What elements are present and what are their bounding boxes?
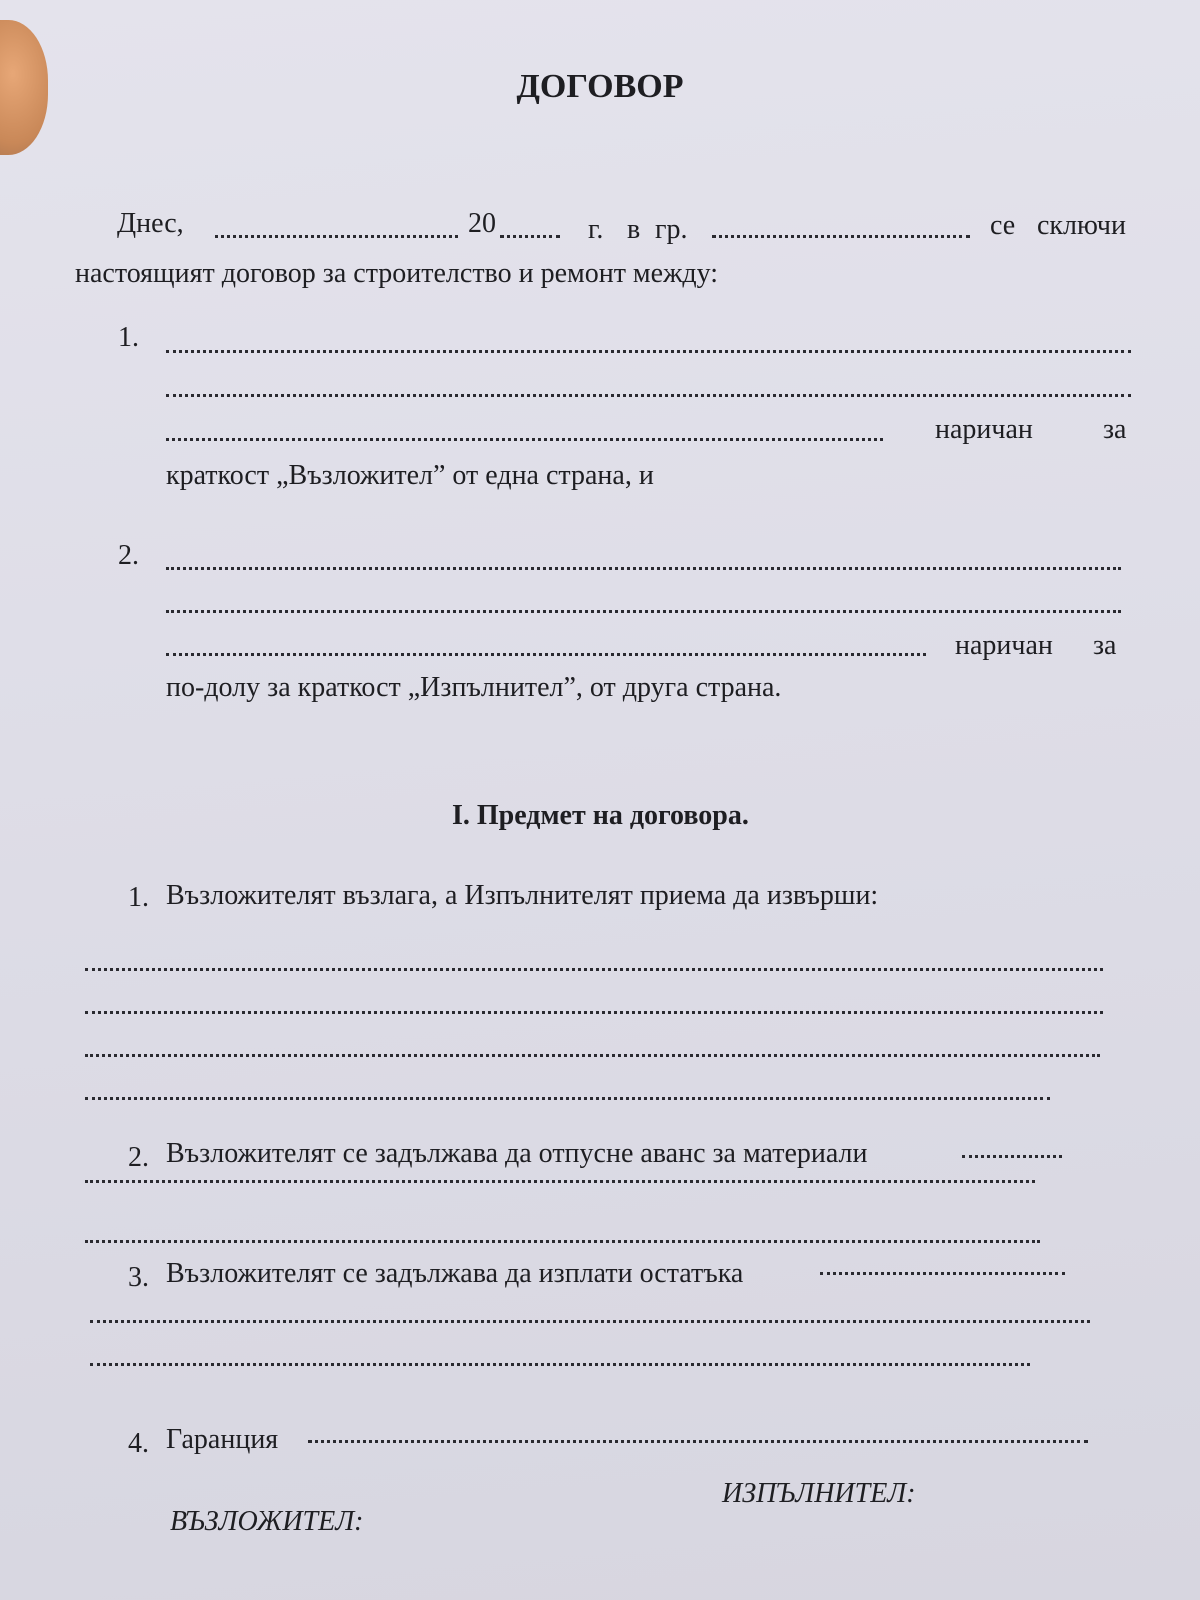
item2-text: Възложителят се задължава да отпусне аванс за материали <box>166 1138 868 1169</box>
intro-word-concluded: сключи <box>1037 210 1126 241</box>
year-blank[interactable] <box>500 235 560 238</box>
signature-contractor-label: ИЗПЪЛНИТЕЛ: <box>722 1478 916 1509</box>
item2-blank-line-2[interactable] <box>85 1240 1040 1243</box>
date-blank[interactable] <box>215 235 458 238</box>
party1-called-word: наричан <box>935 414 1033 445</box>
party2-blank-line-1[interactable] <box>166 567 1121 570</box>
intro-word-se: се <box>990 210 1016 241</box>
item2-blank-line-1[interactable] <box>85 1180 1035 1183</box>
document-title: ДОГОВОР <box>516 68 684 105</box>
party2-blank-line-2[interactable] <box>166 610 1121 613</box>
item2-inline-blank[interactable] <box>962 1155 1062 1158</box>
intro-word-year: г. <box>588 214 604 245</box>
party1-blank-line-3[interactable] <box>166 438 883 441</box>
guarantee-blank[interactable] <box>308 1440 1088 1443</box>
party2-blank-line-3[interactable] <box>166 653 926 656</box>
party1-role-line: краткост „Възложител” от една страна, и <box>166 460 654 491</box>
item3-inline-blank[interactable] <box>820 1272 1065 1275</box>
item1-blank-line-3[interactable] <box>85 1054 1100 1057</box>
intro-word-today: Днес, <box>117 208 184 239</box>
item3-blank-line-2[interactable] <box>90 1363 1030 1366</box>
item1-number: 1. <box>128 882 149 913</box>
party1-blank-line-2[interactable] <box>166 394 1131 397</box>
item4-number: 4. <box>128 1428 149 1459</box>
item3-text: Възложителят се задължава да изплати остатъка <box>166 1258 744 1289</box>
item1-blank-line-2[interactable] <box>85 1011 1103 1014</box>
intro-year-prefix: 20 <box>468 208 496 239</box>
intro-word-city: гр. <box>655 214 688 245</box>
item3-blank-line-1[interactable] <box>90 1320 1090 1323</box>
item1-blank-line-1[interactable] <box>85 968 1103 971</box>
item3-number: 3. <box>128 1262 149 1293</box>
signature-client-label: ВЪЗЛОЖИТЕЛ: <box>170 1506 364 1537</box>
section-heading: I. Предмет на договора. <box>452 800 749 831</box>
item4-text: Гаранция <box>166 1424 279 1455</box>
intro-word-in: в <box>627 214 641 245</box>
item2-number: 2. <box>128 1142 149 1173</box>
city-blank[interactable] <box>712 235 970 238</box>
item1-blank-line-4[interactable] <box>85 1097 1050 1100</box>
intro-line-2: настоящият договор за строителство и ремонт между: <box>75 258 719 289</box>
party1-number: 1. <box>118 322 139 353</box>
party2-number: 2. <box>118 540 139 571</box>
party1-blank-line-1[interactable] <box>166 350 1131 353</box>
party2-role-line: по-долу за краткост „Изпълнител”, от друга страна. <box>166 672 782 703</box>
item1-text: Възложителят възлага, а Изпълнителят приема да извърши: <box>166 880 879 911</box>
party2-for-word: за <box>1093 630 1117 661</box>
party1-for-word: за <box>1103 414 1127 445</box>
party2-called-word: наричан <box>955 630 1053 661</box>
